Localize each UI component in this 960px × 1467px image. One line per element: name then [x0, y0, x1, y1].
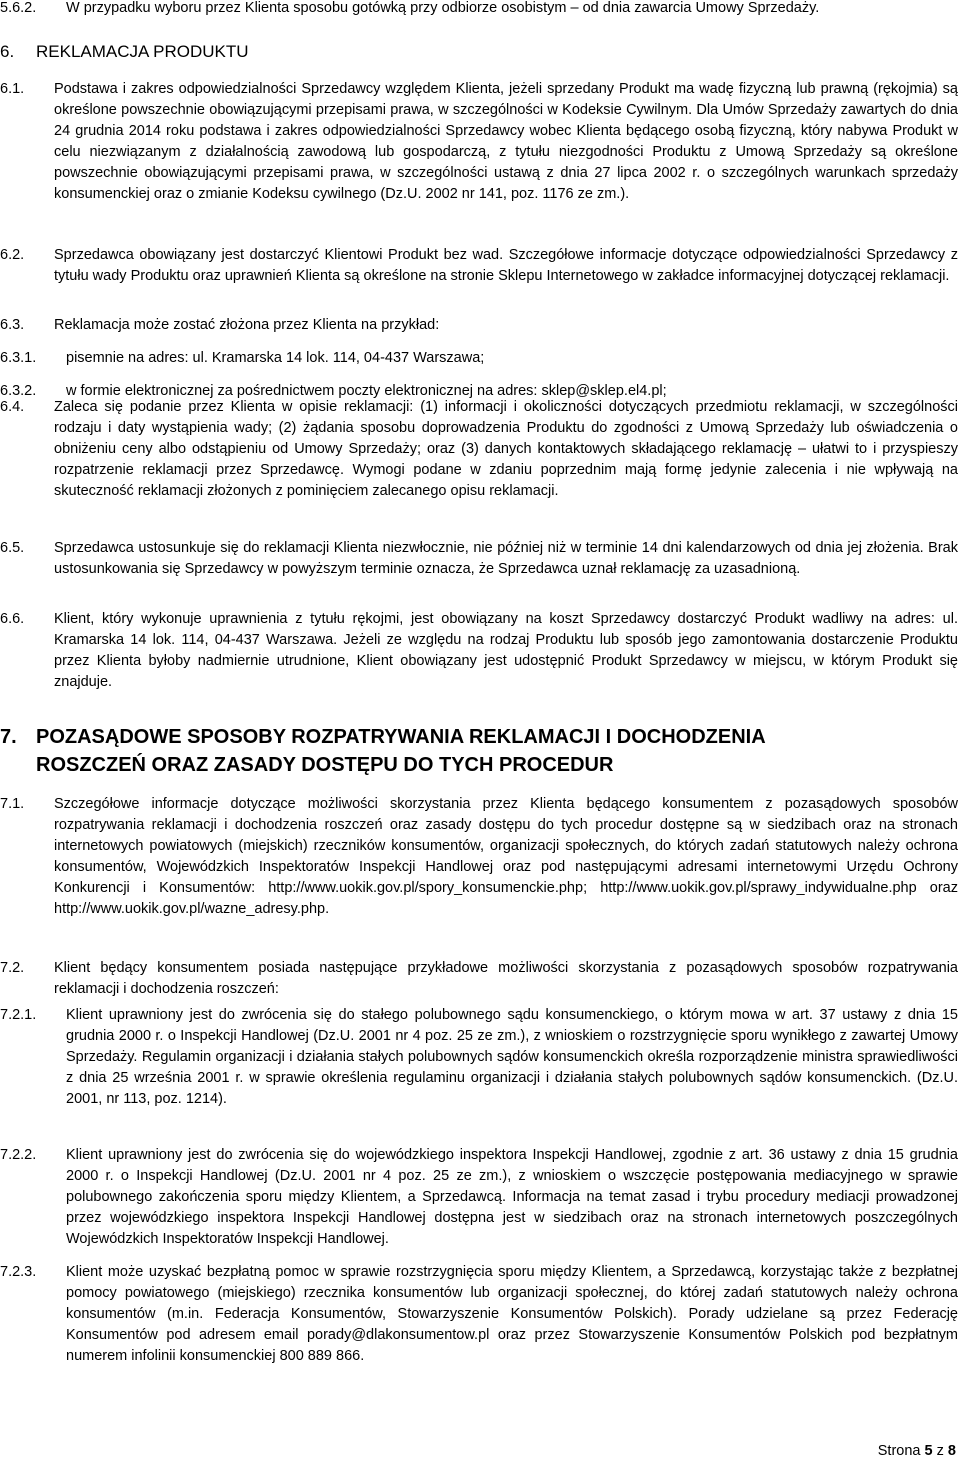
section-title-line-1: POZASĄDOWE SPOSOBY ROZPATRYWANIA REKLAMACJI I DOCHODZENIA [36, 726, 766, 748]
clause-text: Klient, który wykonuje uprawnienia z tytułu rękojmi, jest obowiązany na koszt Sprzedawcy dostarczyć Produkt wadliwy na adres: ul. Kramarska 14 lok. 114, 04-437 Warszawa. Jeżeli ze względu na rodzaj Produktu lub sposób jego zamontowania dostarczenie Produktu przez Klienta byłoby nadmiernie utrudnione, Klient obowiązany jest udostępnić Produkt Sprzedawcy w miejscu, w którym Produkt się znajduje. [54, 611, 958, 690]
clause-number: 7.1. [0, 796, 25, 812]
clause-text: w formie elektronicznej za pośrednictwem poczty elektronicznej na adres: sklep@sklep.el4.pl; [66, 383, 667, 399]
clause-number: 6.3.1. [0, 350, 37, 366]
clause-number: 6.1. [0, 81, 25, 97]
clause-text: Klient uprawniony jest do zwrócenia się do stałego polubownego sądu konsumenckiego, o którym mowa w art. 37 ustawy z dnia 15 grudnia 2000 r. o Inspekcji Handlowej (Dz.U. 2001 nr 4 poz. 25 ze zm.), z wnioskiem o rozstrzygnięcie sporu wynikłego z zawartej Umowy Sprzedaży. Regulamin organizacji i działania stałych polubownych sądów konsumenckich określa rozporządzenie ministra sprawiedliwości z dnia 25 września 2001 r. w sprawie określenia regulaminu organizacji i działania stałych polubownych sądów konsumenckich. (Dz.U. 2001, nr 113, poz. 1214). [66, 1007, 958, 1107]
paragraph-6-5 [0, 538, 958, 580]
clause-text: Reklamacja może zostać złożona przez Klienta na przykład: [54, 317, 440, 333]
paragraph-6-3 [0, 315, 958, 336]
clause-number: 6.6. [0, 611, 25, 627]
clause-text: Szczegółowe informacje dotyczące możliwości skorzystania przez Klienta będącego konsumentem z pozasądowych sposobów rozpatrywania reklamacji i dochodzenia roszczeń oraz zasady dostępu do tych procedur dostępne są w siedzibach oraz na stronach internetowych powiatowych (miejskich) rzeczników konsumentów, organizacji społecznych, do których zadań statutowych należy ochrona konsumentów, Wojewódzkich Inspektoratów Inspekcji Handlowej oraz pod następującymi adresami internetowymi Urzędu Ochrony Konkurencji i Konsumentów: http://www.uokik.gov.pl/spory_konsumenckie.php; http://www.uokik.gov.pl/sprawy_indywidualne.php oraz http://www.uokik.gov.pl/wazne_adresy.php. [54, 796, 958, 917]
clause-text: Klient będący konsumentem posiada następujące przykładowe możliwości skorzystania z pozasądowych sposobów rozpatrywania reklamacji i dochodzenia roszczeń: [54, 960, 958, 997]
clause-number: 5.6.2. [0, 0, 37, 16]
clause-text: Zaleca się podanie przez Klienta w opisie reklamacji: (1) informacji i okoliczności dotyczących przedmiotu reklamacji, w szczególności rodzaju i daty wystąpienia wady; (2) żądania sposobu doprowadzenia Produktu do zgodności z Umową Sprzedaży lub oświadczenia o obniżeniu ceny albo odstąpieniu od Umowy Sprzedaży; oraz (3) danych kontaktowych składającego reklamację – ułatwi to i przyspieszy rozpatrzenie reklamacji przez Sprzedawcę. Wymogi podane w zdaniu poprzednim mają formę jedynie zalecenia i nie wpływają na skuteczność reklamacji złożonych z pominięciem zalecanego opisu reklamacji. [54, 399, 958, 499]
clause-number: 6.3. [0, 317, 25, 333]
clause-text: pisemnie na adres: ul. Kramarska 14 lok. 114, 04-437 Warszawa; [66, 350, 485, 366]
clause-text: Sprzedawca obowiązany jest dostarczyć Klientowi Produkt bez wad. Szczegółowe informacje dotyczące odpowiedzialności Sprzedawcy z tytułu wady Produktu oraz uprawnień Klienta są określone na stronie Sklepu Internetowego w zakładce informacyjnej dotyczącej reklamacji. [54, 247, 958, 284]
paragraph-7-1 [0, 794, 958, 920]
page-label: Strona [877, 1443, 921, 1459]
paragraph-6-4 [0, 397, 958, 502]
clause-number: 6.2. [0, 247, 25, 263]
paragraph-7-2-3 [0, 1262, 958, 1367]
clause-text: Podstawa i zakres odpowiedzialności Sprzedawcy względem Klienta, jeżeli sprzedany Produkt ma wadę fizyczną lub prawną (rękojmia) są określone powszechnie obowiązującymi przepisami prawa, w szczególności w Kodeksie Cywilnym. Dla Umów Sprzedaży zawartych do dnia 24 grudnia 2014 roku podstawa i zakres odpowiedzialności Sprzedawcy wobec Klienta będącego osobą fizyczną, który nabywa Produkt w celu niezwiązanym z działalnością zawodową lub gospodarczą, z tytułu niezgodności Produktu z Umową Sprzedaży są określone powszechnie obowiązującymi przepisami prawa, w szczególności ustawą z dnia 27 lipca 2002 r. o szczególnych warunkach sprzedaży konsumenckiej oraz o zmianie Kodeksu cywilnego (Dz.U. 2002 nr 141, poz. 1176 ze zm.). [54, 81, 958, 202]
paragraph-7-2-1 [0, 1005, 958, 1110]
paragraph-6-1 [0, 79, 958, 205]
paragraph-6-2 [0, 245, 958, 287]
current-page-number: 5 [924, 1443, 933, 1459]
section-7-heading [0, 723, 958, 779]
paragraph-6-6 [0, 609, 958, 693]
paragraph-6-3-1 [0, 348, 958, 369]
clause-number: 7.2. [0, 960, 25, 976]
section-number: 7. [0, 726, 17, 748]
clause-number: 6.4. [0, 399, 25, 415]
clause-number: 7.2.3. [0, 1264, 37, 1280]
section-number: 6. [0, 42, 15, 61]
clause-text: Klient może uzyskać bezpłatną pomoc w sprawie rozstrzygnięcia sporu między Klientem, a Sprzedawcą, korzystając także z bezpłatnej pomocy powiatowego (miejskiego) rzecznika konsumentów lub organizacji społecznej, do której zadań statutowych należy ochrona konsumentów (m.in. Federacja Konsumentów, Stowarzyszenie Konsumentów Polskich). Porady udzielane są przez Federację Konsumentów pod adresem email porady@dlakonsumentow.pl oraz przez Stowarzyszenie Konsumentów Polskich pod bezpłatnym numerem infolinii konsumenckiej 800 889 866. [66, 1264, 958, 1364]
section-title: REKLAMACJA PRODUKTU [36, 42, 249, 61]
clause-text: Sprzedawca ustosunkuje się do reklamacji Klienta niezwłocznie, nie później niż w terminie 14 dni kalendarzowych od dnia jej złożenia. Brak ustosunkowania się Sprzedawcy w powyższym terminie oznacza, że Sprzedawca uznał reklamację za uzasadnioną. [54, 540, 958, 577]
clause-number: 7.2.2. [0, 1147, 37, 1163]
clause-number: 6.5. [0, 540, 25, 556]
clause-text: W przypadku wyboru przez Klienta sposobu gotówką przy odbiorze osobistym – od dnia zawarcia Umowy Sprzedaży. [66, 0, 820, 16]
page-footer [878, 1442, 956, 1460]
clause-number: 7.2.1. [0, 1007, 37, 1023]
total-pages-number: 8 [947, 1443, 956, 1459]
paragraph-7-2 [0, 958, 958, 1000]
page-separator: z [936, 1443, 944, 1459]
clause-text: Klient uprawniony jest do zwrócenia się do wojewódzkiego inspektora Inspekcji Handlowej, zgodnie z art. 36 ustawy z dnia 15 grudnia 2000 r. o Inspekcji Handlowej (Dz.U. 2001 nr 4 poz. 25 ze zm.), z wnioskiem o wszczęcie postępowania mediacyjnego w sprawie polubownego zakończenia sporu między Klientem, a Sprzedawcą. Informacja na temat zasad i trybu procedury mediacji prowadzonej przez wojewódzkiego inspektora Inspekcji Handlowej dostępna jest w siedzibach oraz na stronach internetowych poszczególnych Wojewódzkich Inspektoratów Inspekcji Handlowej. [66, 1147, 958, 1247]
paragraph-5-6-2 [0, 0, 958, 19]
clause-number: 6.3.2. [0, 383, 37, 399]
section-6-heading [0, 38, 958, 66]
section-title-line-2: ROSZCZEŃ ORAZ ZASADY DOSTĘPU DO TYCH PROCEDUR [36, 754, 614, 776]
paragraph-7-2-2 [0, 1145, 958, 1250]
